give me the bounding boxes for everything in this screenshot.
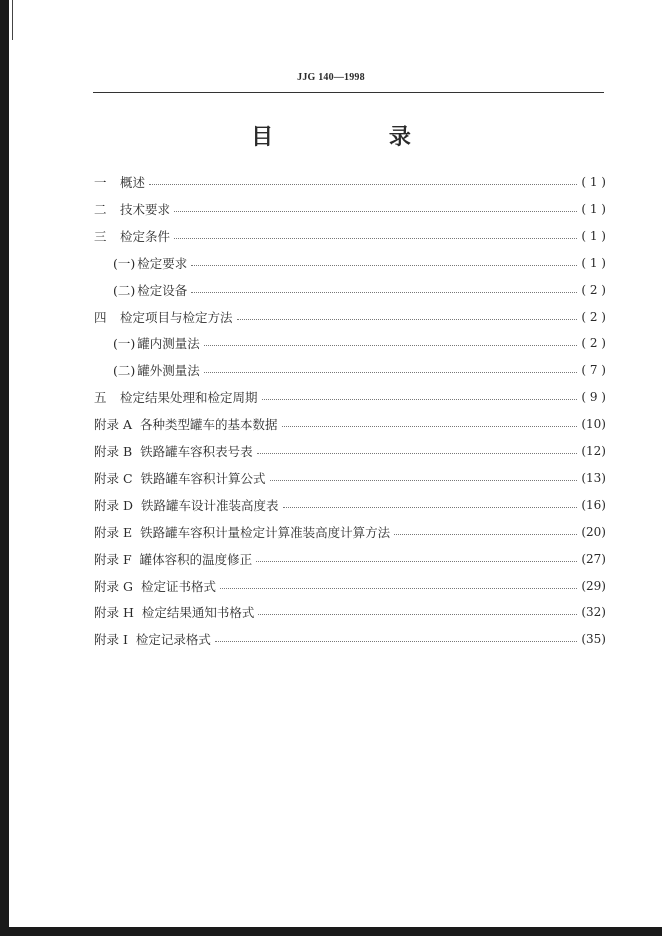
toc-leader-dots [174, 210, 577, 212]
toc-leader-dots [283, 506, 578, 508]
toc-leader-dots [174, 237, 577, 239]
toc-entry[interactable] [94, 308, 606, 326]
toc-entry-page: ( 1 ) [581, 229, 606, 243]
toc-entry-label: 检定证书格式 [140, 579, 216, 594]
scan-bottom-edge [0, 927, 662, 936]
toc-entry[interactable] [94, 523, 606, 541]
toc-entry-page: ( 2 ) [581, 283, 606, 297]
toc-entry[interactable] [113, 334, 606, 352]
toc-leader-dots [394, 533, 577, 535]
toc-entry-number: 五 [94, 390, 107, 405]
toc-leader-dots [215, 640, 577, 642]
toc-entry-number: 附录 C [94, 471, 133, 486]
document-code: JJG 140—1998 [297, 72, 365, 83]
toc-entry-label: 铁路罐车设计准装高度表 [141, 498, 279, 513]
toc-entry-label: 罐体容积的温度修正 [139, 552, 253, 567]
toc-entry-number: 一 [94, 175, 107, 190]
toc-leader-dots [262, 398, 578, 400]
toc-entry-number: 附录 E [94, 525, 133, 540]
toc-entry-number: (二) [113, 283, 136, 298]
toc-leader-dots [258, 613, 577, 615]
toc-entry-number: (一) [113, 256, 136, 271]
toc-entry-number: 附录 D [94, 498, 133, 513]
toc-entry-page: ( 7 ) [581, 363, 606, 377]
toc-entry-label: 铁路罐车容积计算公式 [140, 471, 266, 486]
toc-entry[interactable] [94, 496, 606, 514]
toc-entry[interactable] [94, 577, 606, 595]
toc-entry-page: ( 1 ) [581, 175, 606, 189]
toc-entry-number: 附录 A [94, 417, 133, 432]
toc-entry[interactable] [94, 388, 606, 406]
toc-entry-page: (35) [581, 632, 606, 646]
toc-leader-dots [204, 371, 578, 373]
toc-entry-label: 检定项目与检定方法 [120, 310, 233, 325]
toc-entry[interactable] [94, 603, 606, 621]
toc-entry-number: 四 [94, 310, 107, 325]
toc-leader-dots [149, 183, 577, 185]
toc-entry-page: ( 1 ) [581, 256, 606, 270]
toc-leader-dots [191, 264, 577, 266]
toc-entry-label: 各种类型罐车的基本数据 [140, 417, 278, 432]
toc-entry-number: 附录 B [94, 444, 133, 459]
toc-entry[interactable] [94, 227, 606, 245]
toc-entry-page: (13) [581, 471, 606, 485]
toc-entry-label: 检定结果处理和检定周期 [120, 390, 258, 405]
toc-leader-dots [204, 344, 578, 346]
toc-entry-label: 检定设备 [137, 283, 188, 298]
toc-entry[interactable] [113, 361, 606, 379]
toc-leader-dots [257, 452, 578, 454]
toc-entry-number: 二 [94, 202, 107, 217]
toc-entry-number: 附录 G [94, 579, 133, 594]
toc-entry-label: 技术要求 [120, 202, 171, 217]
toc-entry-label: 铁路罐车容积计量检定计算准装高度计算方法 [140, 525, 391, 540]
toc-entry[interactable] [94, 550, 606, 568]
toc-entry-number: 三 [94, 229, 107, 244]
toc-entry-page: (12) [581, 444, 606, 458]
toc-entry-page: (16) [581, 498, 606, 512]
toc-entry-label: 罐内测量法 [137, 336, 200, 351]
toc-entry-label: 检定要求 [137, 256, 188, 271]
toc-entry-page: ( 2 ) [581, 310, 606, 324]
toc-entry-number: 附录 I [94, 632, 128, 647]
toc-leader-dots [256, 560, 577, 562]
toc-leader-dots [220, 587, 577, 589]
toc-leader-dots [237, 318, 578, 320]
toc-entry-label: 罐外测量法 [137, 363, 200, 378]
toc-entry-label: 概述 [120, 175, 146, 190]
toc-entry[interactable] [113, 281, 606, 299]
toc-entry-page: (20) [581, 525, 606, 539]
toc-entry-label: 检定结果通知书格式 [141, 605, 255, 620]
toc-leader-dots [270, 479, 578, 481]
toc-leader-dots [282, 425, 578, 427]
toc-entry-number: 附录 F [94, 552, 132, 567]
toc-entry-page: (32) [581, 605, 606, 619]
toc-entry-label: 铁路罐车容积表号表 [140, 444, 253, 459]
toc-entry[interactable] [113, 254, 606, 272]
toc-leader-dots [191, 291, 577, 293]
toc-entry[interactable] [94, 469, 606, 487]
header-rule [93, 92, 604, 93]
toc-entry[interactable] [94, 200, 606, 218]
toc-entry-page: (27) [581, 552, 606, 566]
toc-entry[interactable] [94, 173, 606, 191]
toc-entry-page: ( 1 ) [581, 202, 606, 216]
toc-entry-number: (一) [113, 336, 136, 351]
toc-entry-page: (29) [581, 579, 606, 593]
toc-entry[interactable] [94, 442, 606, 460]
toc-entry-page: ( 9 ) [581, 390, 606, 404]
toc-entry-label: 检定记录格式 [135, 632, 211, 647]
toc-entry-number: (二) [113, 363, 136, 378]
toc-entry-page: ( 2 ) [581, 336, 606, 350]
page-title: 目 录 [251, 124, 465, 150]
toc-entry-number: 附录 H [94, 605, 134, 620]
toc-entry-label: 检定条件 [120, 229, 171, 244]
toc-entry[interactable] [94, 415, 606, 433]
toc-entry[interactable] [94, 630, 606, 648]
toc-entry-page: (10) [581, 417, 606, 431]
